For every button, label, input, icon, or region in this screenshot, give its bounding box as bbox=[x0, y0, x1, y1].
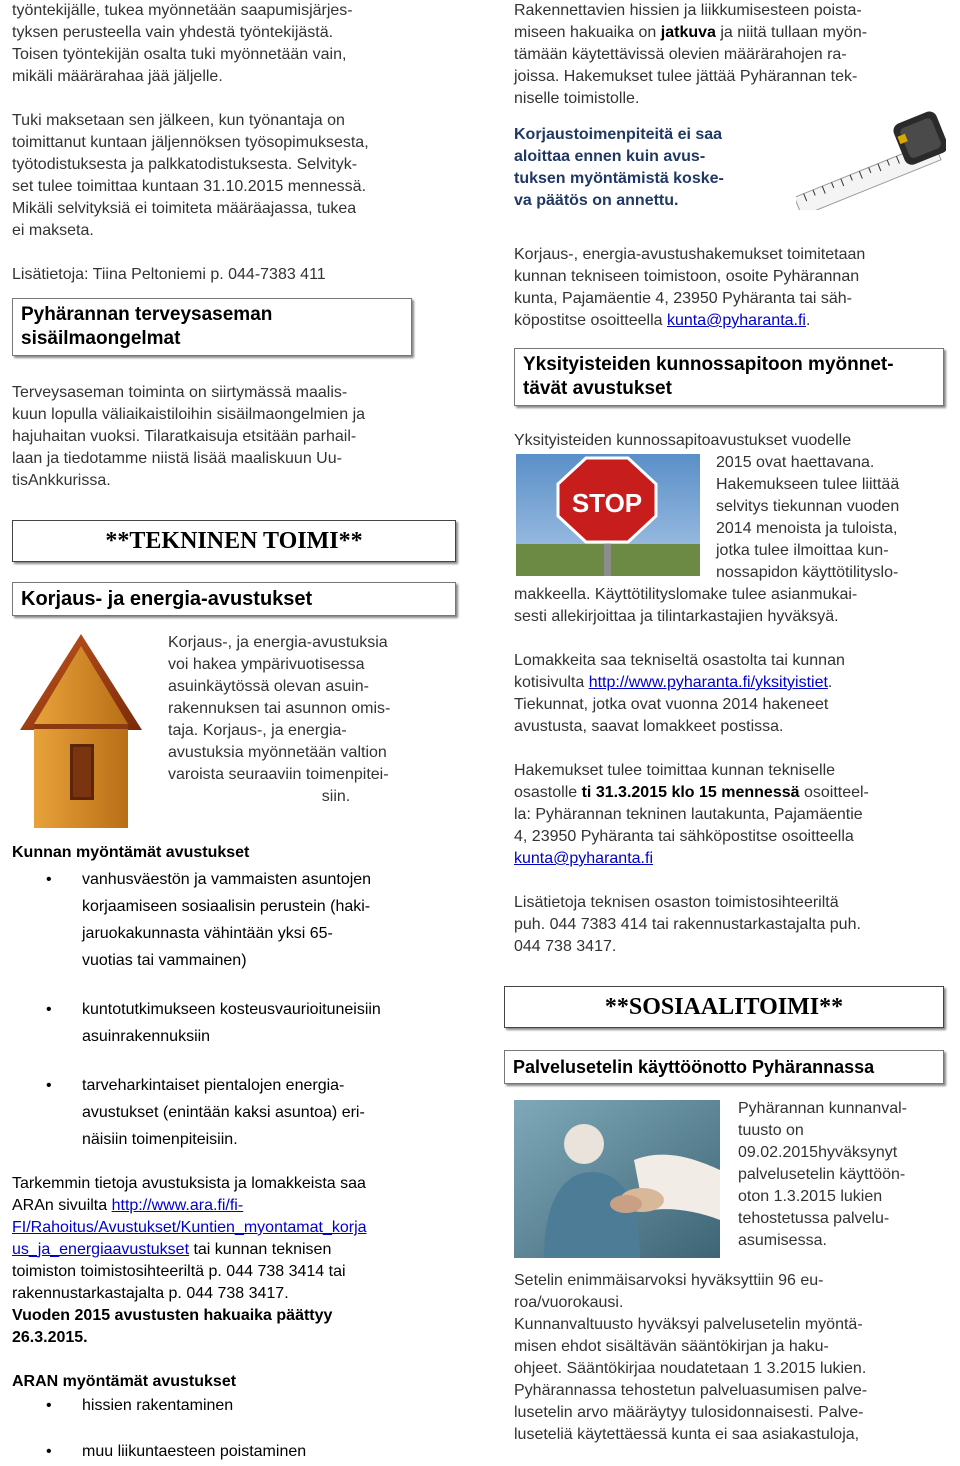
yksityis-rest: makkeella. Käyttötilityslomake tulee asianmukai- sesti allekirjoittaa ja tilintarkastajien hyväksyä. bbox=[514, 586, 858, 625]
lomakkeita-paragraph: Lomakkeita saa tekniseltä osastolta tai kunnan kotisivulta http://www.pyharanta.fi/yksityistiet. Tiekunnat, jotka ovat vuonna 2014 hakeneet avustusta, saavat lomakkeet postissa. bbox=[514, 652, 845, 735]
kunta-email-link-2[interactable]: kunta@pyharanta.fi bbox=[514, 850, 653, 867]
ara-link[interactable]: http://www.ara.fi/fi- bbox=[111, 1197, 244, 1214]
tarkemmin-paragraph: Tarkemmin tietoja avustuksista ja lomakkeista saa ARAn sivuilta http://www.ara.fi/fi- FI/Rahoitus/Avustukset/Kuntien_myontamat_korja us_ja_energiaavustukset tai kunnan teknisen toimiston toimistosihteeriltä p. 044 738 3414 tai rakennustarkastajalta p. 044 738 3417. Vuoden 2015 avustusten hakuaika päättyy 26.3.2015. bbox=[12, 1175, 367, 1346]
tuki-paragraph: Tuki maksetaan sen jälkeen, kun työnantaja on toimittanut kuntaan jäljennöksen työsopimuksesta, työtodistuksesta ja palkkatodistuksesta. Selvityk- set tulee toimittaa kuntaan 31.10.2015 mennessä. Mikäli selvityksiä ei toimiteta määräajassa, tukea ei makseta. bbox=[12, 112, 369, 239]
house-image bbox=[16, 632, 146, 832]
list-item: • muu liikuntaesteen poistaminen bbox=[12, 1441, 460, 1463]
hakuaika-deadline: Vuoden 2015 avustusten hakuaika päättyy bbox=[12, 1307, 333, 1324]
ara-link-end[interactable]: us_ja_energiaavustukset bbox=[12, 1241, 190, 1258]
palvelu-rest: Setelin enimmäisarvoksi hyväksyttiin 96 eu- roa/vuorokausi. Kunnanvaltuusto hyväksyi palvelusetelin myöntä- misen ehdot sisältävän sääntökirjan ja haku- ohjeet. Sääntökirjaa noudatetaan 1 3.2015 lukien. Pyhärannassa tehostetun palveluasumisen palve- lusetelin arvo määräytyy tulosidonnaisesti. Palve- luseteliä käytettäessä kunta ei saa asiakastuloja, bbox=[514, 1272, 868, 1443]
sosiaalitoimi-title: **SOSIAALITOIMI** bbox=[504, 986, 944, 1028]
stop-sign-image bbox=[516, 454, 700, 576]
kunta-email-link[interactable]: kunta@pyharanta.fi bbox=[666, 312, 806, 329]
terveys-heading: Pyhärannan terveysaseman sisäilmaongelmat bbox=[12, 298, 412, 356]
aran-heading: ARAN myöntämät avustukset bbox=[12, 1373, 237, 1390]
korjaustoimen-warning: Korjaustoimenpiteitä ei saa aloittaa ennen kuin avus- tuksen myöntämistä koske- va päätös on annettu. bbox=[514, 126, 724, 209]
stop-sign-text: STOP bbox=[571, 488, 643, 518]
hakemukset2-paragraph: Hakemukset tulee toimittaa kunnan tekniselle osastolle ti 31.3.2015 klo 15 mennessä osoitteel- la: Pyhärannan tekninen lautakunta, Pajamäentie 4, 23950 Pyhäranta tai sähköpostitse osoitteella kunta@pyharanta.fi bbox=[514, 762, 869, 867]
ara-link-cont[interactable]: FI/Rahoitus/Avustukset/Kuntien_myontamat_korja bbox=[12, 1219, 367, 1236]
hissit-paragraph: Rakennettavien hissien ja liikkumisesteen poista- miseen hakuaika on jatkuva ja niitä tullaan myön- tämään käytettävissä olevien määrärahojen ra- joissa. Hakemukset tulee jättää Pyhärannan tek- niselle toimistolle. bbox=[514, 2, 868, 107]
yksityis-side-text: 2015 ovat haettavana. Hakemukseen tulee liittää selvitys tiekunnan vuoden 2014 menoista ja tuloista, jotka tulee ilmoittaa kun- nossapidon käyttötilityslo- bbox=[716, 454, 900, 581]
aran-list bbox=[12, 1395, 460, 1463]
korjaus-block bbox=[12, 632, 460, 842]
palvelu-side-text: Pyhärannan kunnanval- tuusto on 09.02.2015hyväksynyt palvelusetelin käyttöön- oton 1.3.2015 lukien tehostetussa palvelu- asumisessa. bbox=[738, 1100, 908, 1249]
palvelu-heading: Palvelusetelin käyttöönotto Pyhärannassa bbox=[504, 1050, 944, 1084]
tekninen-toimi-title: **TEKNINEN TOIMI** bbox=[12, 520, 456, 562]
kunnan-list bbox=[12, 866, 460, 1153]
list-item: • kuntotutkimukseen kosteusvaurioituneisiin asuinrakennuksiin bbox=[12, 996, 460, 1050]
korjaustoimen-block bbox=[514, 124, 944, 228]
hakemukset-paragraph: Korjaus-, energia-avustushakemukset toimitetaan kunnan tekniseen toimistoon, osoite Pyhärannan kunta, Pajamäentie 4, 23950 Pyhäranta tai säh- köpostitse osoitteella kunta@pyharanta.fi. bbox=[514, 246, 866, 329]
kunnan-heading: Kunnan myöntämät avustukset bbox=[12, 844, 250, 861]
lisatietoja-tekninen: Lisätietoja teknisen osaston toimistosihteeriltä puh. 044 7383 414 tai rakennustarkastajalta puh. 044 738 3417. bbox=[514, 894, 861, 955]
terveys-paragraph: Terveysaseman toiminta on siirtymässä maalis- kuun lopulla väliaikaistiloihin sisäilmaongelmien ja hajuhaitan vuoksi. Tilaratkaisuja etsitään parhail- laan ja tiedotamme niistä lisää maaliskuun Uu- tisAnkkurissa. bbox=[12, 384, 366, 489]
list-item: • tarveharkintaiset pientalojen energia- avustukset (enintään kaksi asuntoa) eri- näisiin toimenpiteisiin. bbox=[12, 1072, 460, 1153]
care-photo-image bbox=[514, 1100, 720, 1258]
intro-paragraph: työntekijälle, tukea myönnetään saapumisjärjes- tyksen perusteella vain yhdestä työntekijästä. Toisen työntekijän osalta tuki myönnetään vain, mikäli määrärahaa jää jäljelle. bbox=[12, 2, 353, 85]
right-column: Rakennettavien hissien ja liikkumisesteen poista- miseen hakuaika on jatkuva ja niitä tullaan myön- tämään käytettävissä olevien määrärahojen ra- joissa. Hakemukset tulee jättää Pyhärannan tek- niselle toimistolle. Korjaustoimenpiteitä ei saa aloittaa ennen kuin avus- tuksen myöntämistä koske- va päätös on annettu. Korjaus-, energia-avustushakemukset toimitetaan kunnan tekniseen toimistoon, osoite Pyhärannan kunta, Pajamäentie 4, 23950 Pyhäranta tai säh- köpostitse osoitteella kunta@pyharanta.fi. Yksityisteiden kunnossapitoon myönnet- tävät avustukset Yksityisteiden kunnossapitoavustukset vuodelle STOP 2015 ovat haettavana. Hakemukseen tulee liittää selvitys tiekunnan vuoden 2014 menoista ja tuloista, jotka tulee ilmoittaa kun- nossapidon käyttötilityslo- makkeella. Käyttötilityslomake tulee asianmukai- sesti allekirjoittaa ja tilintarkastajien hyväksyä. Lomakkeita saa tekniseltä osastolta tai kunnan kotisivulta http://www.pyharanta.fi/yksityistiet. Tiekunnat, jotka ovat vuonna 2014 hakeneet avustusta, saavat lomakkeet postissa. Hakemukset tulee toimittaa kunnan tekniselle osastolle ti 31.3.2015 klo 15 mennessä osoitteel- la: Pyhärannan tekninen lautakunta, Pajamäentie 4, 23950 Pyhäranta tai sähköpostitse osoitteella kunta@pyharanta.fi Lisätietoja teknisen osaston toimistosihteeriltä puh. 044 7383 414 tai rakennustarkastajalta puh. 044 738 3417. **SOSIAALITOIMI** Palvelusetelin käyttöönotto Pyhärannassa Pyhärannan kunnanval- tuusto on 09.02.2015hyväksynyt palvelusetelin käyttöön- oton 1.3.2015 lukien tehostetussa palvelu- asumisessa. Setelin enimmäisarvoksi hyväksyttiin 96 eu- roa/vuorokausi. Kunnanvaltuusto hyväksyi palvelusetelin myöntä- misen ehdot sisältävän sääntökirjan ja haku- ohjeet. Sääntökirjaa noudatetaan 1 3.2015 lukien. Pyhärannassa tehostetun palveluasumisen palve- lusetelin arvo määräytyy tulosidonnaisesti. Palve- luseteliä käytettäessä kunta ei saa asiakastuloja, bbox=[514, 0, 944, 1446]
yksityis-heading: Yksityisteiden kunnossapitoon myönnet- tävät avustukset bbox=[514, 348, 944, 406]
deadline: ti 31.3.2015 klo 15 mennessä bbox=[581, 784, 800, 801]
korjaus-heading: Korjaus- ja energia-avustukset bbox=[12, 582, 456, 616]
lisatietoja-tiina: Lisätietoja: Tiina Peltoniemi p. 044-7383 411 bbox=[12, 266, 326, 283]
yksityis-block bbox=[514, 452, 944, 584]
left-column bbox=[12, 0, 460, 1463]
list-item: • hissien rakentaminen bbox=[12, 1395, 460, 1417]
palvelu-block bbox=[514, 1098, 944, 1270]
list-item: • vanhusväestön ja vammaisten asuntojen korjaamiseen sosiaalisin perustein (haki- jaruokakunnasta vähintään yksi 65- vuotias tai vammainen) bbox=[12, 866, 460, 974]
yksityistiet-link[interactable]: http://www.pyharanta.fi/yksityistiet bbox=[588, 674, 828, 691]
korjaus-paragraph: Korjaus-, ja energia-avustuksia voi hakea ympärivuotisessa asuinkäytössä olevan asuin- rakennuksen tai asunnon omis- taja. Korjaus-, ja energia- avustuksia myönnetään valtion varoista seuraaviin toimenpitei- siin. bbox=[168, 634, 391, 805]
measuring-tape-image bbox=[796, 110, 946, 210]
